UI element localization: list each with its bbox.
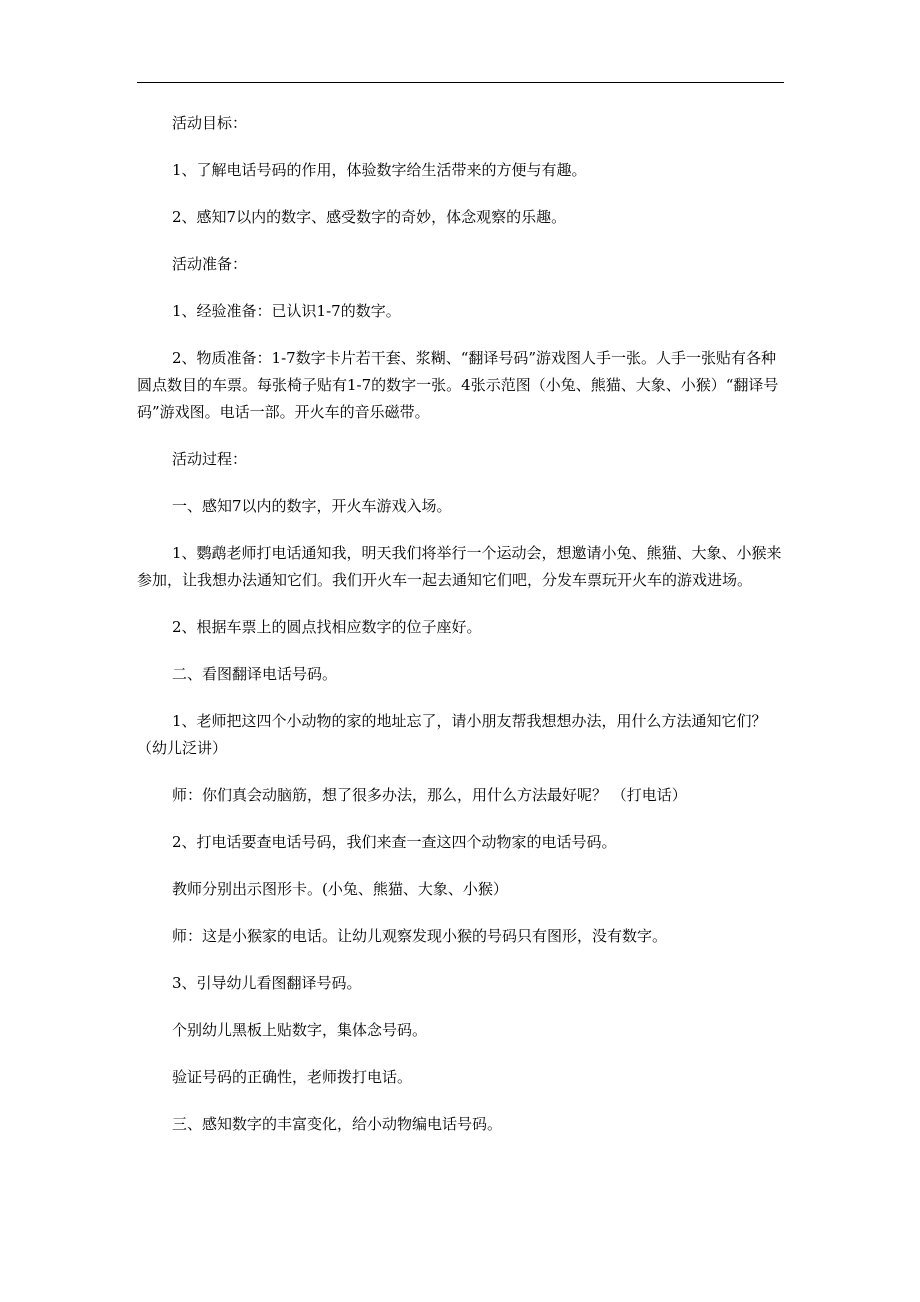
header-rule — [137, 82, 784, 83]
process-step-2-3: 3、引导幼儿看图翻译号码。 — [172, 974, 362, 992]
goal-item-1: 1、了解电话号码的作用，体验数字给生活带来的方便与有趣。 — [172, 161, 587, 179]
process-step-2: 二、看图翻译电话号码。 — [172, 665, 338, 683]
teacher-line-2: 师：这是小猴家的电话。让幼儿观察发现小猴的号码只有图形，没有数字。 — [172, 927, 668, 945]
process-step-2-1: 1、老师把这四个小动物的家的地址忘了，请小朋友帮我想想办法，用什么方法通知它们？（幼儿泛讲） — [137, 712, 767, 757]
document-body — [137, 110, 787, 1158]
process-step-1-1: 1、鹦鹉老师打电话通知我，明天我们将举行一个运动会，想邀请小兔、熊猫、大象、小猴来参加，让我想办法通知它们。我们开火车一起去通知它们吧，分发车票玩开火车的游戏进场。 — [137, 544, 782, 589]
preparation-item-2: 2、物质准备：1-7数字卡片若干套、浆糊、“翻译号码”游戏图人手一张。人手一张贴有各种圆点数目的车票。每张椅子贴有1-7的数字一张。4张示范图（小兔、熊猫、大象、小猴）“翻译号码”游戏图。电话一部。开火车的音乐磁带。 — [137, 349, 779, 421]
process-step-1-2: 2、根据车票上的圆点找相应数字的位子座好。 — [172, 618, 482, 636]
process-step-2-2: 2、打电话要查电话号码，我们来查一查这四个动物家的电话号码。 — [172, 833, 617, 851]
section-heading-preparation: 活动准备： — [172, 255, 248, 273]
teacher-line-1: 师：你们真会动脑筋，想了很多办法，那么，用什么方法最好呢？ （打电话） — [172, 786, 687, 804]
preparation-item-1: 1、经验准备：已认识1-7的数字。 — [172, 302, 401, 320]
process-step-3: 三、感知数字的丰富变化，给小动物编电话号码。 — [172, 1115, 503, 1133]
process-step-1: 一、感知7以内的数字，开火车游戏入场。 — [172, 497, 452, 515]
verify-numbers: 验证号码的正确性，老师拨打电话。 — [172, 1068, 413, 1086]
section-heading-goals: 活动目标： — [172, 114, 248, 132]
section-heading-process: 活动过程： — [172, 450, 248, 468]
goal-item-2: 2、感知7以内的数字、感受数字的奇妙，体念观察的乐趣。 — [172, 208, 567, 226]
children-post-numbers: 个别幼儿黑板上贴数字，集体念号码。 — [172, 1021, 428, 1039]
teacher-shows-cards: 教师分别出示图形卡。(小兔、熊猫、大象、小猴） — [172, 880, 508, 898]
